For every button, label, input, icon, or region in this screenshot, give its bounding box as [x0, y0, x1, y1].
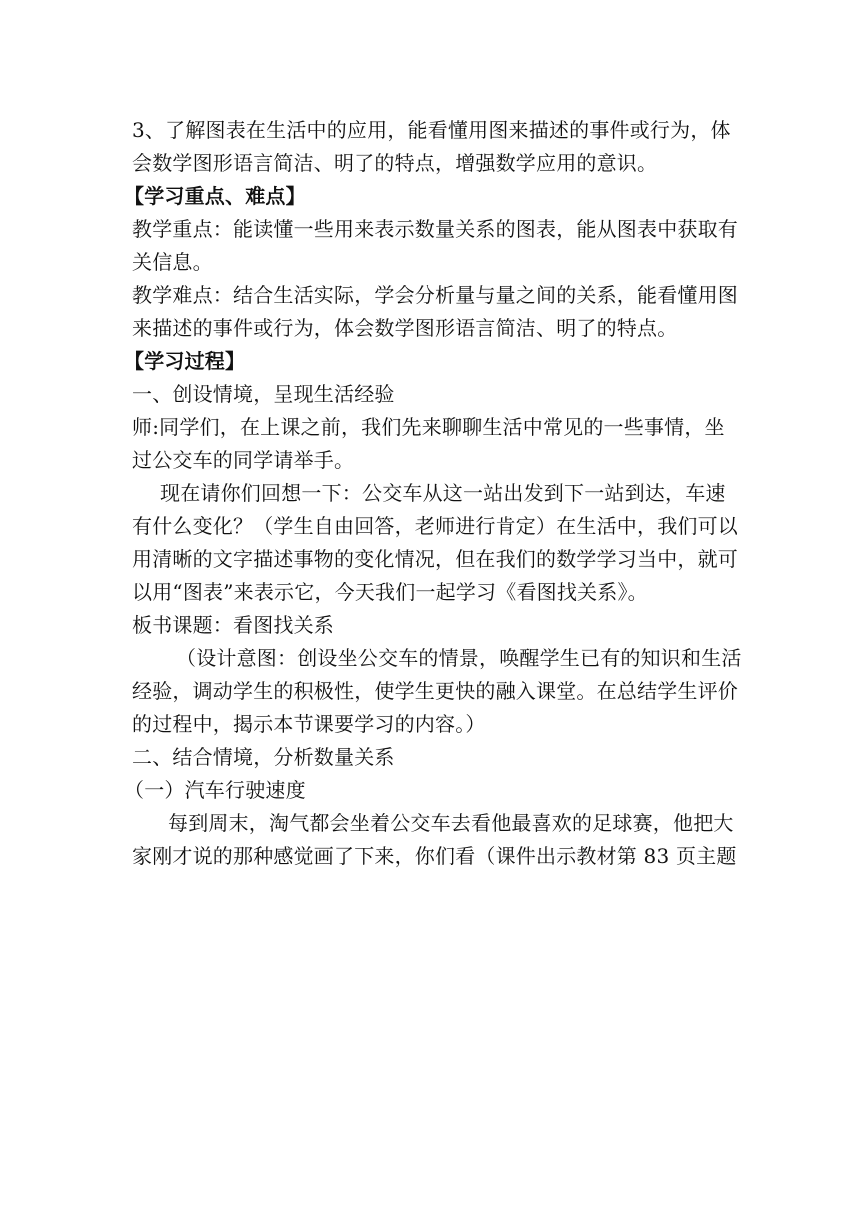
paragraph-line: 有什么变化？（学生自由回答，老师进行肯定）在生活中，我们可以 — [132, 514, 738, 538]
objective-3-line-1: 3、了解图表在生活中的应用，能看懂用图来描述的事件或行为，体 — [132, 118, 731, 142]
teaching-focus-line-1: 教学重点：能读懂一些用来表示数量关系的图表，能从图表中获取有 — [132, 217, 738, 241]
subsection-heading-2-1: （一）汽车行驶速度 — [124, 778, 306, 802]
subsection-heading-1: 一、创设情境，呈现生活经验 — [132, 382, 395, 406]
paragraph-line: 现在请你们回想一下：公交车从这一站出发到下一站到达，车速 — [160, 481, 726, 505]
design-intent-line-2: 经验，调动学生的积极性，使学生更快的融入课堂。在总结学生评价 — [132, 679, 738, 703]
section-heading-key-points: 【学习重点、难点】 — [124, 184, 306, 208]
teaching-focus-line-2: 关信息。 — [132, 250, 213, 274]
paragraph-line: 以用“图表”来表示它，今天我们一起学习《看图找关系》。 — [132, 580, 648, 604]
paragraph-line: 用清晰的文字描述事物的变化情况，但在我们的数学学习当中，就可 — [132, 547, 738, 571]
paragraph-line: 师:同学们，在上课之前，我们先来聊聊生活中常见的一些事情，坐 — [132, 415, 725, 439]
section-heading-learning-process: 【学习过程】 — [124, 349, 246, 373]
paragraph-line: 家刚才说的那种感觉画了下来，你们看（课件出示教材第 83 页主题 — [132, 844, 737, 868]
design-intent-line-3: 的过程中，揭示本节课要学习的内容。） — [132, 712, 486, 736]
board-title-line: 板书课题：看图找关系 — [132, 613, 334, 637]
paragraph-line: 每到周末，淘气都会坐着公交车去看他最喜欢的足球赛，他把大 — [168, 811, 734, 835]
paragraph-line: 过公交车的同学请举手。 — [132, 448, 355, 472]
teaching-difficulty-line-1: 教学难点：结合生活实际，学会分析量与量之间的关系，能看懂用图 — [132, 283, 738, 307]
objective-3-line-2: 会数学图形语言简洁、明了的特点，增强数学应用的意识。 — [132, 151, 658, 175]
design-intent-line-1: （设计意图：创设坐公交车的情景，唤醒学生已有的知识和生活 — [176, 646, 742, 670]
subsection-heading-2: 二、结合情境，分析数量关系 — [132, 745, 395, 769]
teaching-difficulty-line-2: 来描述的事件或行为，体会数学图形语言简洁、明了的特点。 — [132, 316, 678, 340]
document-page — [124, 112, 742, 868]
